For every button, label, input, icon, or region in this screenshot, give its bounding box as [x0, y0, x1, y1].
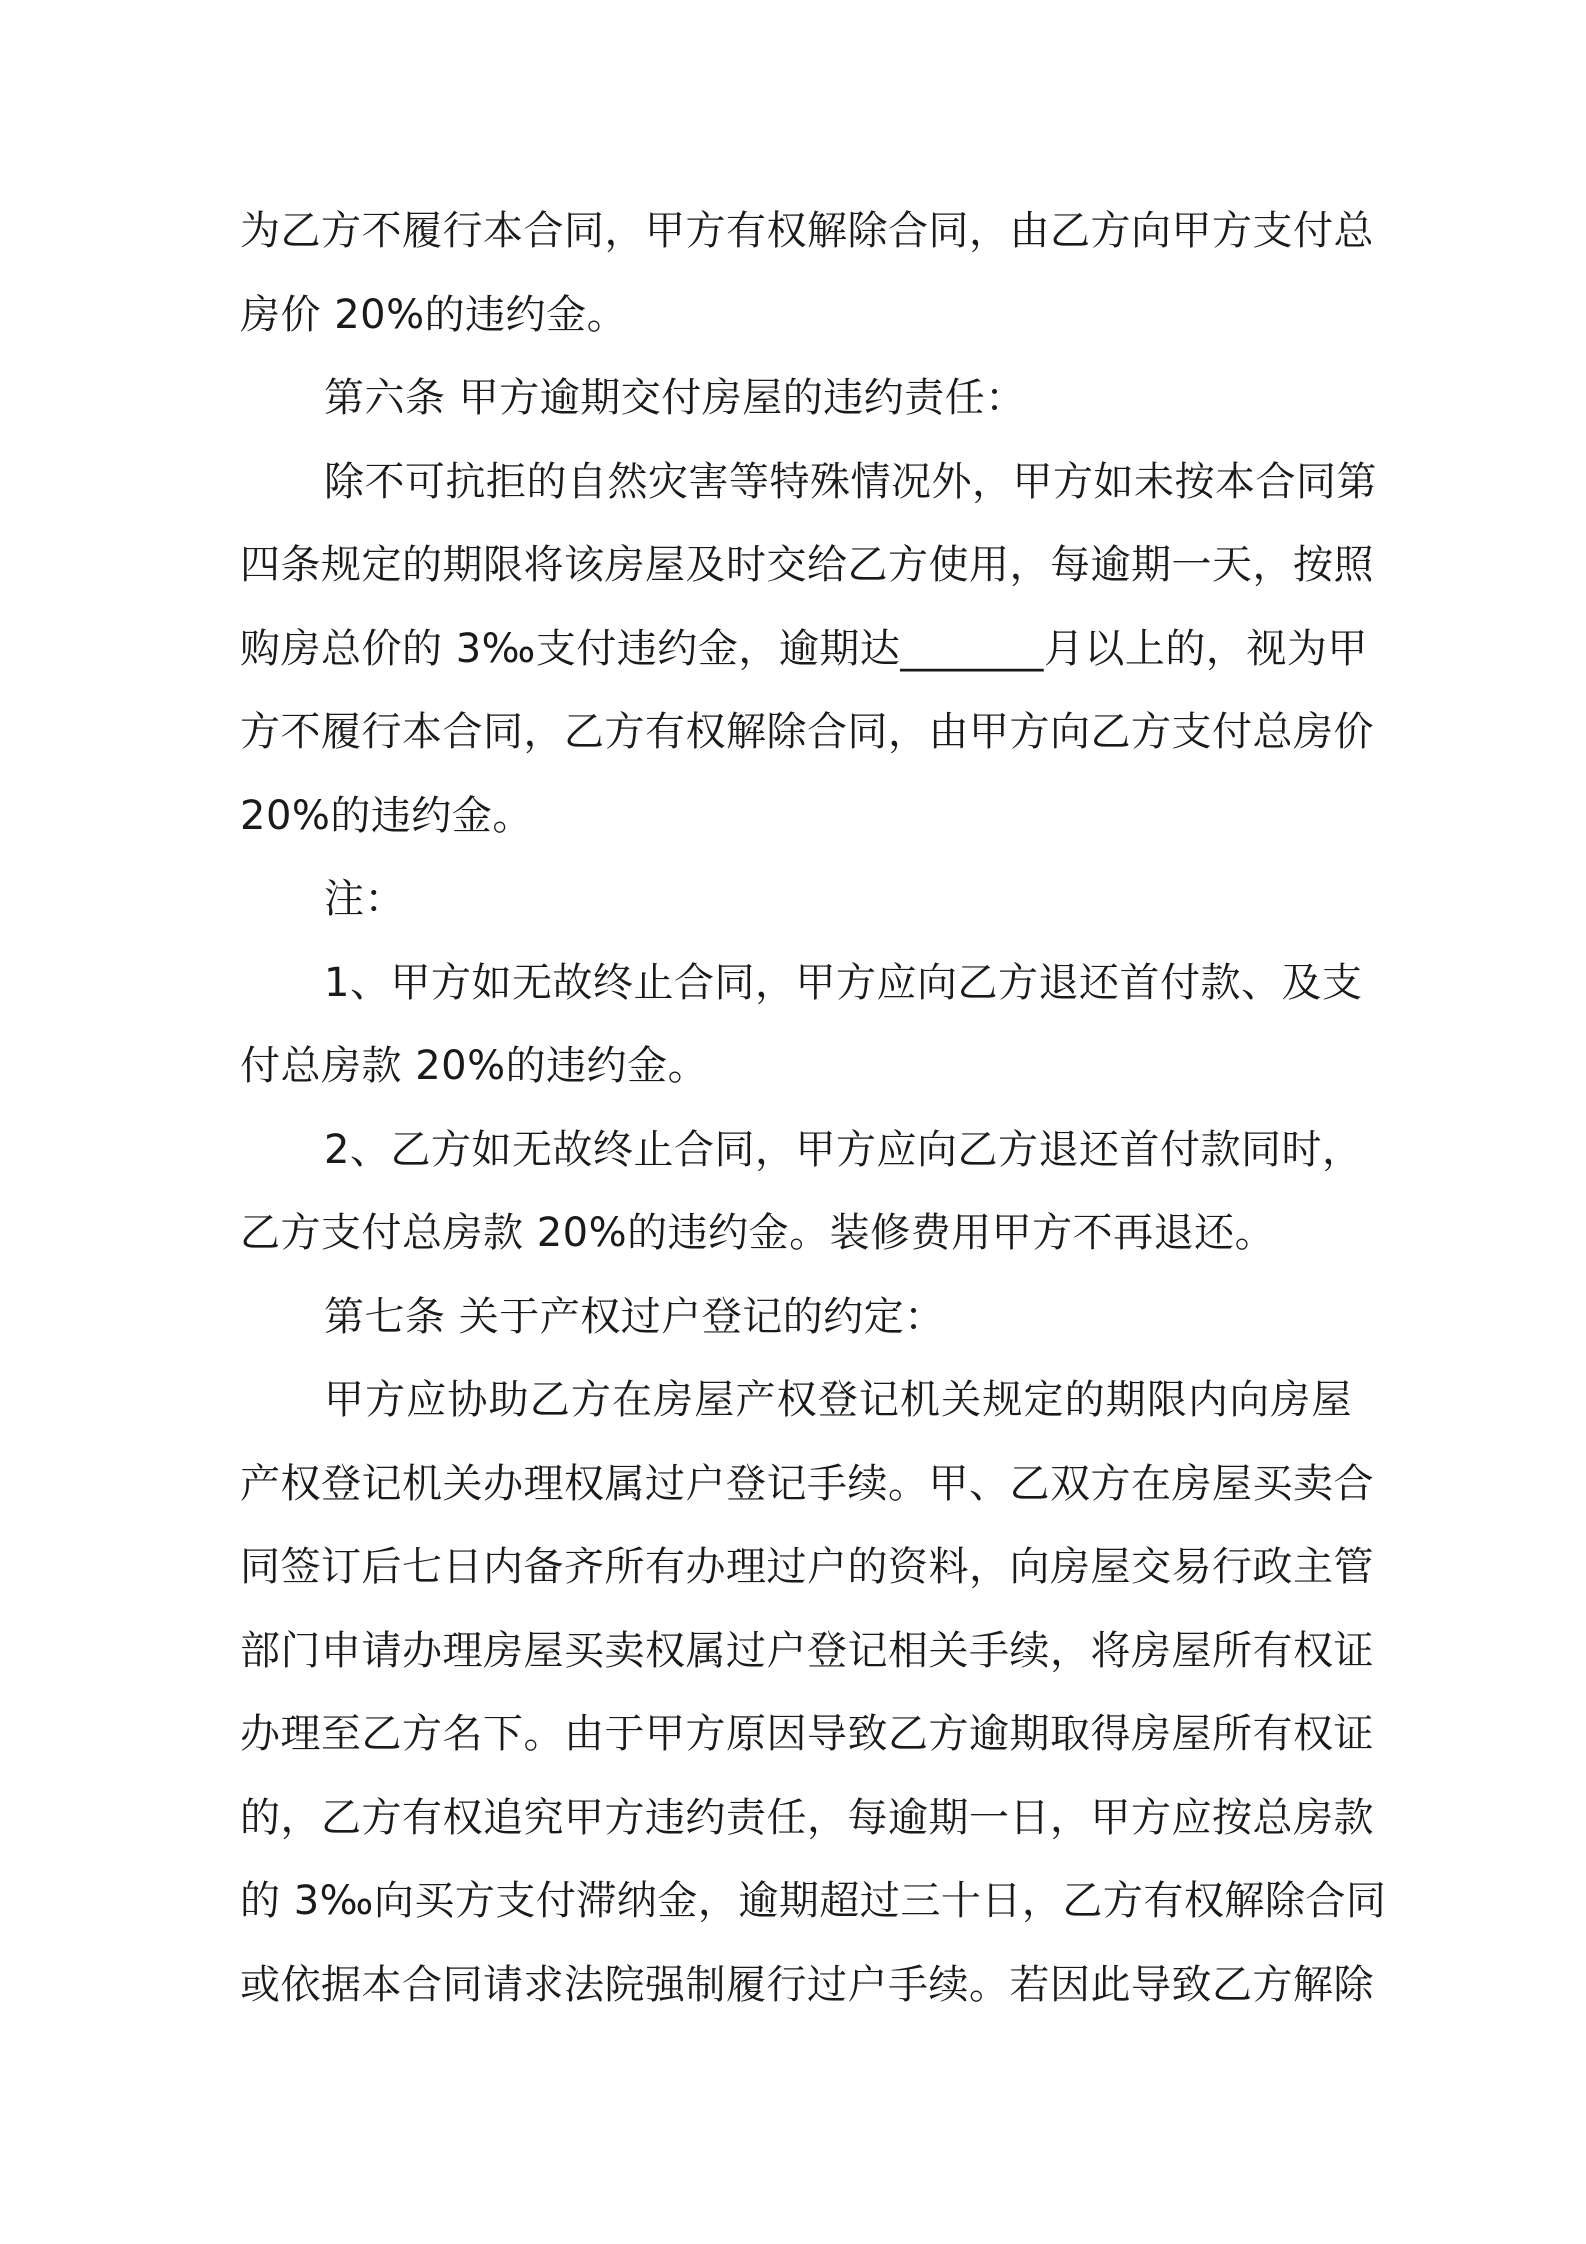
text-line-20: 的，乙方有权追究甲方违约责任，每逾期一日，甲方应按总房款 [240, 1794, 1374, 1841]
text-line-7: 方不履行本合同，乙方有权解除合同，由甲方向乙方支付总房价 [240, 709, 1374, 755]
text-line-21: 的 3‰向买方支付滞纳金，逾期超过三十日，乙方有权解除合同 [240, 1878, 1387, 1924]
text-line-17: 同签订后七日内备齐所有办理过户的资料，向房屋交易行政主管 [240, 1544, 1374, 1590]
text-line-16: 产权登记机关办理权属过户登记手续。甲、乙双方在房屋买卖合 [240, 1460, 1374, 1507]
text-line-4: 除不可抗拒的自然灾害等特殊情况外，甲方如未按本合同第 [324, 458, 1377, 505]
text-line-22: 或依据本合同请求法院强制履行过户手续。若因此导致乙方解除 [240, 1961, 1374, 2008]
note-item-2: 2、乙方如无故终止合同，甲方应向乙方退还首付款同时， [324, 1126, 1363, 1173]
text-line-1: 为乙方不履行本合同，甲方有权解除合同，由乙方向甲方支付总 [240, 208, 1374, 254]
note-item-2-cont: 乙方支付总房款 20%的违约金。装修费用甲方不再退还。 [240, 1210, 1276, 1256]
text-line-19: 办理至乙方名下。由于甲方原因导致乙方逾期取得房屋所有权证 [240, 1711, 1374, 1757]
text-line-8: 20%的违约金。 [240, 792, 533, 839]
note-item-1-cont: 付总房款 20%的违约金。 [240, 1043, 709, 1089]
text-line-5: 四条规定的期限将该房屋及时交给乙方使用，每逾期一天，按照 [240, 542, 1374, 588]
article-6-heading: 第六条 甲方逾期交付房屋的违约责任： [324, 375, 1026, 421]
note-heading: 注： [324, 876, 405, 922]
text-line-18: 部门申请办理房屋买卖权属过户登记相关手续，将房屋所有权证 [240, 1627, 1374, 1674]
text-line-15: 甲方应协助乙方在房屋产权登记机关规定的期限内向房屋 [324, 1377, 1352, 1423]
note-item-1: 1、甲方如无故终止合同，甲方应向乙方退还首付款、及支 [324, 959, 1363, 1006]
article-7-heading: 第七条 关于产权过户登记的约定： [324, 1293, 945, 1340]
text-line-2: 房价 20%的违约金。 [240, 291, 628, 338]
contract-text-block [240, 190, 1387, 2027]
text-line-6: 购房总价的 3‰支付违约金，逾期达_______月以上的，视为甲 [240, 625, 1368, 672]
